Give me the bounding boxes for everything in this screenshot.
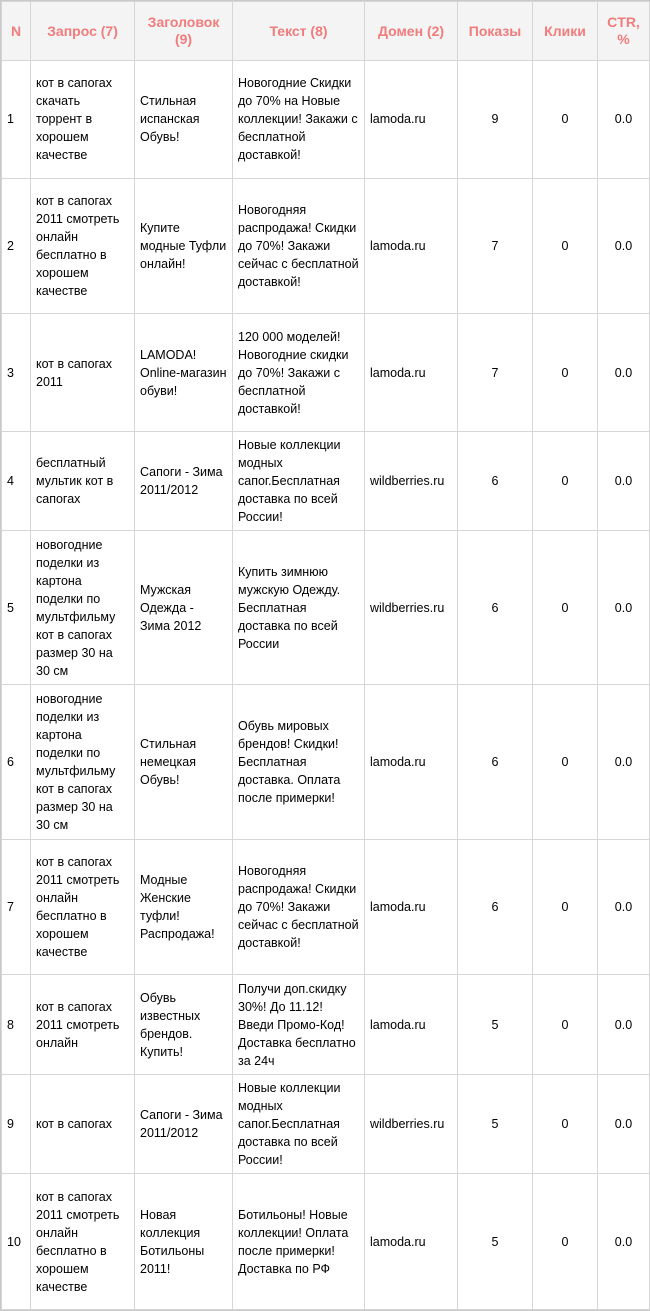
cell-query: кот в сапогах 2011 смотреть онлайн бесплатно в хорошем качестве (31, 1174, 135, 1310)
cell-clicks: 0 (533, 975, 598, 1074)
cell-text: Новогодняя распродажа! Скидки до 70%! Закажи сейчас с бесплатной доставкой! (233, 839, 365, 975)
cell-title: Сапоги - Зима 2011/2012 (135, 1074, 233, 1173)
table-row (2, 839, 650, 975)
cell-title: Модные Женские туфли! Распродажа! (135, 839, 233, 975)
cell-title: Сапоги - Зима 2011/2012 (135, 432, 233, 531)
table-row (2, 178, 650, 314)
cell-shows: 9 (458, 61, 533, 179)
column-header-title[interactable]: Заголовок (9) (135, 2, 233, 61)
table-row (2, 1074, 650, 1173)
ads-stats-table (1, 1, 650, 1310)
cell-clicks: 0 (533, 839, 598, 975)
cell-shows: 6 (458, 432, 533, 531)
cell-query: кот в сапогах 2011 (31, 314, 135, 432)
cell-domain: wildberries.ru (365, 432, 458, 531)
cell-n: 1 (2, 61, 31, 179)
cell-clicks: 0 (533, 61, 598, 179)
cell-domain: lamoda.ru (365, 685, 458, 839)
cell-text: Новые коллекции модных сапог.Бесплатная доставка по всей России! (233, 1074, 365, 1173)
cell-query: кот в сапогах скачать торрент в хорошем качестве (31, 61, 135, 179)
cell-domain: wildberries.ru (365, 531, 458, 685)
column-header-domain[interactable]: Домен (2) (365, 2, 458, 61)
cell-clicks: 0 (533, 178, 598, 314)
cell-ctr: 0.0 (598, 432, 650, 531)
cell-n: 10 (2, 1174, 31, 1310)
cell-text: 120 000 моделей! Новогодние скидки до 70%! Закажи с бесплатной доставкой! (233, 314, 365, 432)
cell-title: Мужская Одежда - Зима 2012 (135, 531, 233, 685)
column-header-n[interactable]: N (2, 2, 31, 61)
cell-shows: 5 (458, 975, 533, 1074)
cell-clicks: 0 (533, 1074, 598, 1173)
cell-domain: lamoda.ru (365, 61, 458, 179)
column-header-ctr[interactable]: CTR, % (598, 2, 650, 61)
cell-ctr: 0.0 (598, 178, 650, 314)
table-row (2, 1174, 650, 1310)
cell-n: 3 (2, 314, 31, 432)
cell-domain: wildberries.ru (365, 1074, 458, 1173)
cell-domain: lamoda.ru (365, 975, 458, 1074)
cell-ctr: 0.0 (598, 1174, 650, 1310)
cell-text: Новые коллекции модных сапог.Бесплатная доставка по всей России! (233, 432, 365, 531)
cell-ctr: 0.0 (598, 314, 650, 432)
cell-n: 2 (2, 178, 31, 314)
cell-n: 4 (2, 432, 31, 531)
cell-n: 7 (2, 839, 31, 975)
cell-clicks: 0 (533, 314, 598, 432)
table-row (2, 314, 650, 432)
cell-n: 9 (2, 1074, 31, 1173)
cell-shows: 6 (458, 531, 533, 685)
cell-ctr: 0.0 (598, 975, 650, 1074)
cell-text: Получи доп.скидку 30%! До 11.12! Введи Промо-Код! Доставка бесплатно за 24ч (233, 975, 365, 1074)
cell-query: кот в сапогах (31, 1074, 135, 1173)
cell-domain: lamoda.ru (365, 178, 458, 314)
cell-title: Купите модные Туфли онлайн! (135, 178, 233, 314)
cell-clicks: 0 (533, 432, 598, 531)
cell-clicks: 0 (533, 531, 598, 685)
cell-title: LAMODA! Online-магазин обуви! (135, 314, 233, 432)
cell-clicks: 0 (533, 685, 598, 839)
cell-n: 8 (2, 975, 31, 1074)
table-row (2, 61, 650, 179)
cell-text: Новогодние Скидки до 70% на Новые коллекции! Закажи с бесплатной доставкой! (233, 61, 365, 179)
cell-shows: 6 (458, 685, 533, 839)
cell-shows: 5 (458, 1074, 533, 1173)
cell-n: 6 (2, 685, 31, 839)
cell-clicks: 0 (533, 1174, 598, 1310)
cell-query: новогодние поделки из картона поделки по мультфильму кот в сапогах размер 30 на 30 см (31, 531, 135, 685)
cell-query: кот в сапогах 2011 смотреть онлайн (31, 975, 135, 1074)
cell-title: Стильная немецкая Обувь! (135, 685, 233, 839)
cell-title: Обувь известных брендов. Купить! (135, 975, 233, 1074)
table-row (2, 432, 650, 531)
cell-query: новогодние поделки из картона поделки по мультфильму кот в сапогах размер 30 на 30 см (31, 685, 135, 839)
column-header-clicks[interactable]: Клики (533, 2, 598, 61)
cell-query: кот в сапогах 2011 смотреть онлайн бесплатно в хорошем качестве (31, 178, 135, 314)
cell-text: Обувь мировых брендов! Скидки! Бесплатная доставка. Оплата после примерки! (233, 685, 365, 839)
cell-domain: lamoda.ru (365, 314, 458, 432)
cell-ctr: 0.0 (598, 1074, 650, 1173)
table-header-row (2, 2, 650, 61)
table-row (2, 685, 650, 839)
cell-shows: 7 (458, 314, 533, 432)
cell-query: кот в сапогах 2011 смотреть онлайн бесплатно в хорошем качестве (31, 839, 135, 975)
cell-title: Новая коллекция Ботильоны 2011! (135, 1174, 233, 1310)
cell-text: Купить зимнюю мужскую Одежду. Бесплатная доставка по всей России (233, 531, 365, 685)
cell-ctr: 0.0 (598, 839, 650, 975)
cell-text: Ботильоны! Новые коллекции! Оплата после примерки! Доставка по РФ (233, 1174, 365, 1310)
cell-domain: lamoda.ru (365, 1174, 458, 1310)
cell-query: бесплатный мультик кот в сапогах (31, 432, 135, 531)
cell-ctr: 0.0 (598, 685, 650, 839)
cell-title: Стильная испанская Обувь! (135, 61, 233, 179)
cell-domain: lamoda.ru (365, 839, 458, 975)
column-header-query[interactable]: Запрос (7) (31, 2, 135, 61)
cell-shows: 7 (458, 178, 533, 314)
cell-ctr: 0.0 (598, 531, 650, 685)
cell-text: Новогодняя распродажа! Скидки до 70%! Закажи сейчас с бесплатной доставкой! (233, 178, 365, 314)
table-row (2, 975, 650, 1074)
cell-shows: 5 (458, 1174, 533, 1310)
cell-n: 5 (2, 531, 31, 685)
column-header-text[interactable]: Текст (8) (233, 2, 365, 61)
table-row (2, 531, 650, 685)
column-header-shows[interactable]: Показы (458, 2, 533, 61)
cell-shows: 6 (458, 839, 533, 975)
cell-ctr: 0.0 (598, 61, 650, 179)
